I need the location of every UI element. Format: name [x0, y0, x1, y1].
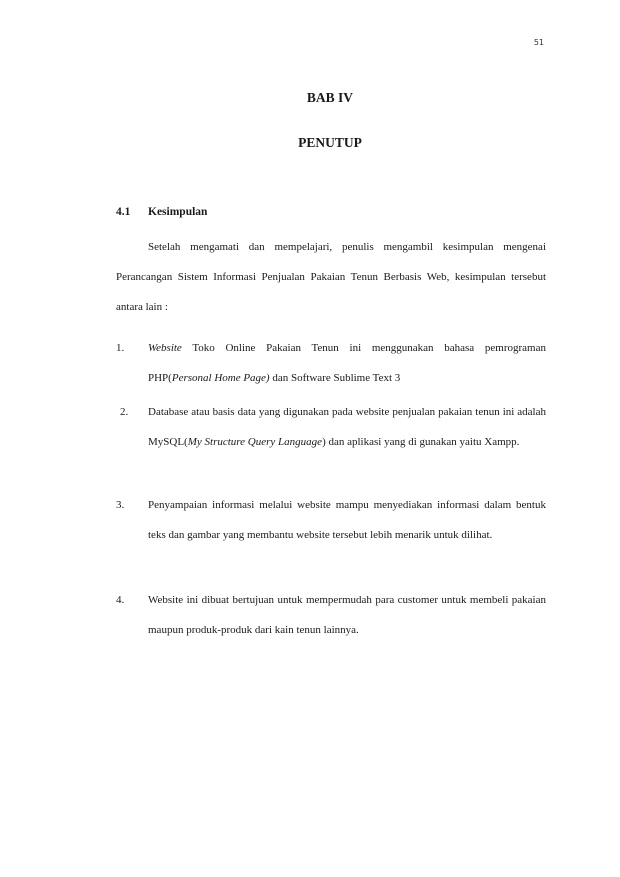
list-item-text — [148, 333, 546, 393]
text-run: Personal Home Page) — [171, 372, 270, 384]
list-item — [116, 490, 546, 550]
text-run: Website ini dibuat bertujuan untuk mempermudah para customer untuk membeli pakaian maupun produk-produk dari kain tenun lainnya. — [148, 594, 546, 636]
section-title: Kesimpulan — [148, 206, 208, 218]
text-run: ) dan aplikasi yang di gunakan yaitu Xampp. — [322, 436, 520, 448]
list-marker: 3. — [116, 499, 125, 511]
chapter-title: PENUTUP — [298, 135, 362, 150]
list-item-text — [148, 397, 546, 457]
list-item-text — [148, 585, 546, 645]
chapter-number: BAB IV — [306, 90, 354, 105]
list-marker: 2. — [120, 406, 129, 418]
list-marker: 1. — [116, 342, 125, 354]
list-item-text — [148, 490, 546, 550]
page-number: 51 — [533, 38, 544, 47]
list-item — [116, 585, 546, 645]
intro-paragraph — [116, 232, 546, 322]
text-run: Penyampaian informasi melalui website mampu menyediakan informasi dalam bentuk teks dan gambar yang membantu website tersebut lebih menarik untuk dilihat. — [148, 499, 546, 541]
text-run: Toko Online Pakaian Tenun ini menggunakan bahasa pemrograman PHP( — [148, 342, 546, 384]
text-run: My Structure Query Language — [187, 436, 323, 448]
section-number: 4.1 — [116, 206, 131, 218]
intro-text: Setelah mengamati dan mempelajari, penulis mengambil kesimpulan mengenai Perancangan Sistem Informasi Penjualan Pakaian Tenun Berbasis Web, kesimpulan tersebut antara lain : — [116, 241, 546, 313]
list-marker: 4. — [116, 594, 125, 606]
text-run: Database atau basis data yang digunakan pada website penjualan pakaian tenun ini adalah MySQL( — [148, 406, 546, 448]
text-run: dan Software Sublime Text 3 — [269, 372, 401, 384]
list-item — [116, 333, 546, 393]
list-item — [116, 397, 546, 457]
text-run: Website — [148, 342, 182, 354]
section-heading — [116, 206, 207, 218]
